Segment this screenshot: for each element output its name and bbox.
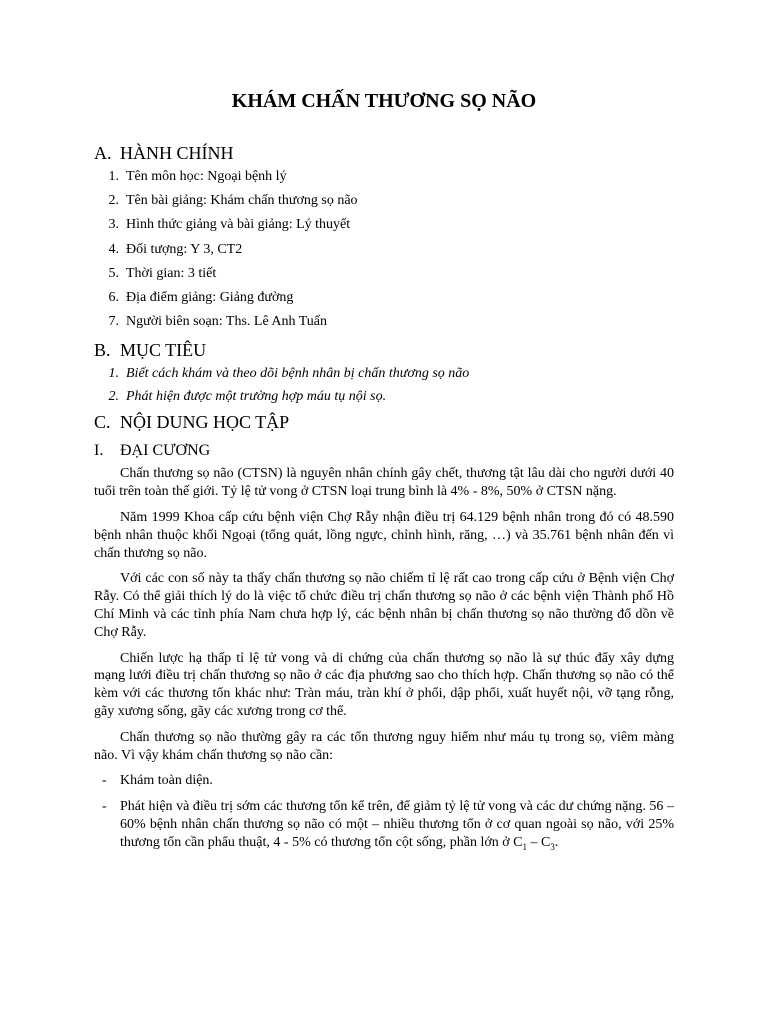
section-b-heading [94, 338, 674, 362]
section-c-title: NỘI DUNG HỌC TẬP [120, 412, 290, 433]
section-b-title: MỤC TIÊU [120, 340, 207, 361]
subsection-i-numeral: I. [94, 442, 104, 460]
subsection-i-heading [94, 440, 674, 462]
list-item [94, 165, 674, 189]
list-item-text: Tên môn học: Ngoại bệnh lý [126, 169, 287, 184]
list-item-text: Biết cách khám và theo dõi bệnh nhân bị chấn thương sọ não [126, 366, 470, 382]
section-b-list [94, 362, 674, 408]
bullet-text: Khám toàn diện. [120, 773, 213, 789]
list-item-text: Đối tượng: Y 3, CT2 [126, 241, 243, 257]
bullet-dash: - [102, 773, 107, 789]
list-item [94, 238, 674, 262]
list-item [94, 310, 674, 334]
list-item-number: 7. [108, 314, 119, 330]
list-item [94, 385, 674, 408]
list-item [94, 362, 674, 385]
subsection-i-title: ĐẠI CƯƠNG [120, 442, 211, 460]
list-item-number: 2. [108, 389, 119, 405]
document-title: KHÁM CHẤN THƯƠNG SỌ NÃO [231, 90, 537, 112]
bullet-text [120, 798, 674, 851]
section-a-letter: A. [94, 143, 112, 163]
list-item-text: Địa điểm giảng: Giảng đường [126, 290, 294, 306]
list-item [94, 189, 674, 213]
document-body [94, 141, 674, 860]
subscript-1: 1 [522, 841, 528, 852]
section-a-list [94, 165, 674, 334]
section-a-heading [94, 141, 674, 165]
list-item [94, 213, 674, 237]
paragraph: Năm 1999 Khoa cấp cứu bệnh viện Chợ Rẫy nhận điều trị 64.129 bệnh nhân trong đó có 48.590 bệnh nhân thuộc khối Ngoại (tổng quát, lồng ngực, chỉnh hình, răng, …) và 35.761 bệnh nhân đến vì chấn thương sọ não. [94, 510, 674, 561]
bullet-dash: - [102, 799, 107, 815]
section-c-heading [94, 410, 674, 434]
list-item-text: Thời gian: 3 tiết [126, 265, 217, 281]
list-item-number: 2. [108, 193, 119, 209]
list-item-text: Người biên soạn: Ths. Lê Anh Tuấn [126, 314, 328, 330]
list-item-number: 3. [108, 217, 119, 233]
paragraph: Chấn thương sọ não (CTSN) là nguyên nhân chính gây chết, thương tật lâu dài cho người dưới 40 tuổi trên toàn thế giới. Tỷ lệ tử vong ở CTSN loại trung bình là 4% - 8%, 50% ở CTSN nặng. [94, 466, 674, 500]
list-item-number: 4. [108, 241, 119, 257]
list-item-number: 1. [108, 366, 119, 382]
bullet-text-mid: – C [527, 834, 551, 850]
list-item [94, 286, 674, 310]
paragraph: Với các con số này ta thấy chấn thương sọ não chiếm tỉ lệ rất cao trong cấp cứu ở Bệnh viện Chợ Rẫy. Có thể giải thích lý do là việc tổ chức điều trị chấn thương sọ não ở các bệnh viện Thành phố Hồ Chí Minh và các tỉnh phía Nam chưa hợp lý, các bệnh nhân bị chấn thương sọ não thường đổ dồn về Chợ Rẫy. [94, 571, 674, 640]
list-item-text: Tên bài giảng: Khám chấn thương sọ não [126, 193, 358, 209]
bullet-item [94, 772, 674, 790]
paragraph: Chiến lược hạ thấp tỉ lệ tử vong và di chứng của chấn thương sọ não là sự thúc đẩy xây dựng mạng lưới điều trị chấn thương sọ não ở các địa phương sao cho thích hợp. Chấn thương sọ não có thể kèm với các thương tổn khác như: Tràn máu, tràn khí ở phổi, dập phổi, xuất huyết nội, vỡ tạng rỗng, gãy xương sống, gãy các xương trong cơ thể. [94, 650, 674, 719]
paragraph: Chấn thương sọ não thường gây ra các tổn thương nguy hiểm như máu tụ trong sọ, viêm màng não. Vì vậy khám chấn thương sọ não cần: [94, 729, 674, 763]
list-item-number: 5. [108, 265, 119, 281]
list-item-number: 6. [108, 290, 119, 306]
list-item [94, 262, 674, 286]
list-item-text: Hình thức giảng và bài giảng: Lý thuyết [126, 217, 351, 233]
section-a-title: HÀNH CHÍNH [120, 143, 234, 163]
list-item-number: 1. [108, 169, 119, 184]
section-c-letter: C. [94, 412, 111, 433]
list-item-text: Phát hiện được một trường hợp máu tụ nội sọ. [126, 389, 387, 405]
bullet-text-main: Phát hiện và điều trị sớm các thương tổn kể trên, để giảm tỷ lệ tử vong và các dư chứng nặng. 56 – 60% bệnh nhân chấn thương sọ não có một – nhiều thương tổn ở cơ quan ngoài sọ não, với 25% thương tổn cần phẩu thuật, 4 - 5% có thương tổn cột sống, phần lớn ở C [120, 799, 674, 850]
bullet-item [94, 798, 674, 851]
bullet-text-end: . [554, 834, 559, 850]
subscript-3: 3 [550, 841, 555, 852]
section-b-letter: B. [94, 340, 111, 361]
